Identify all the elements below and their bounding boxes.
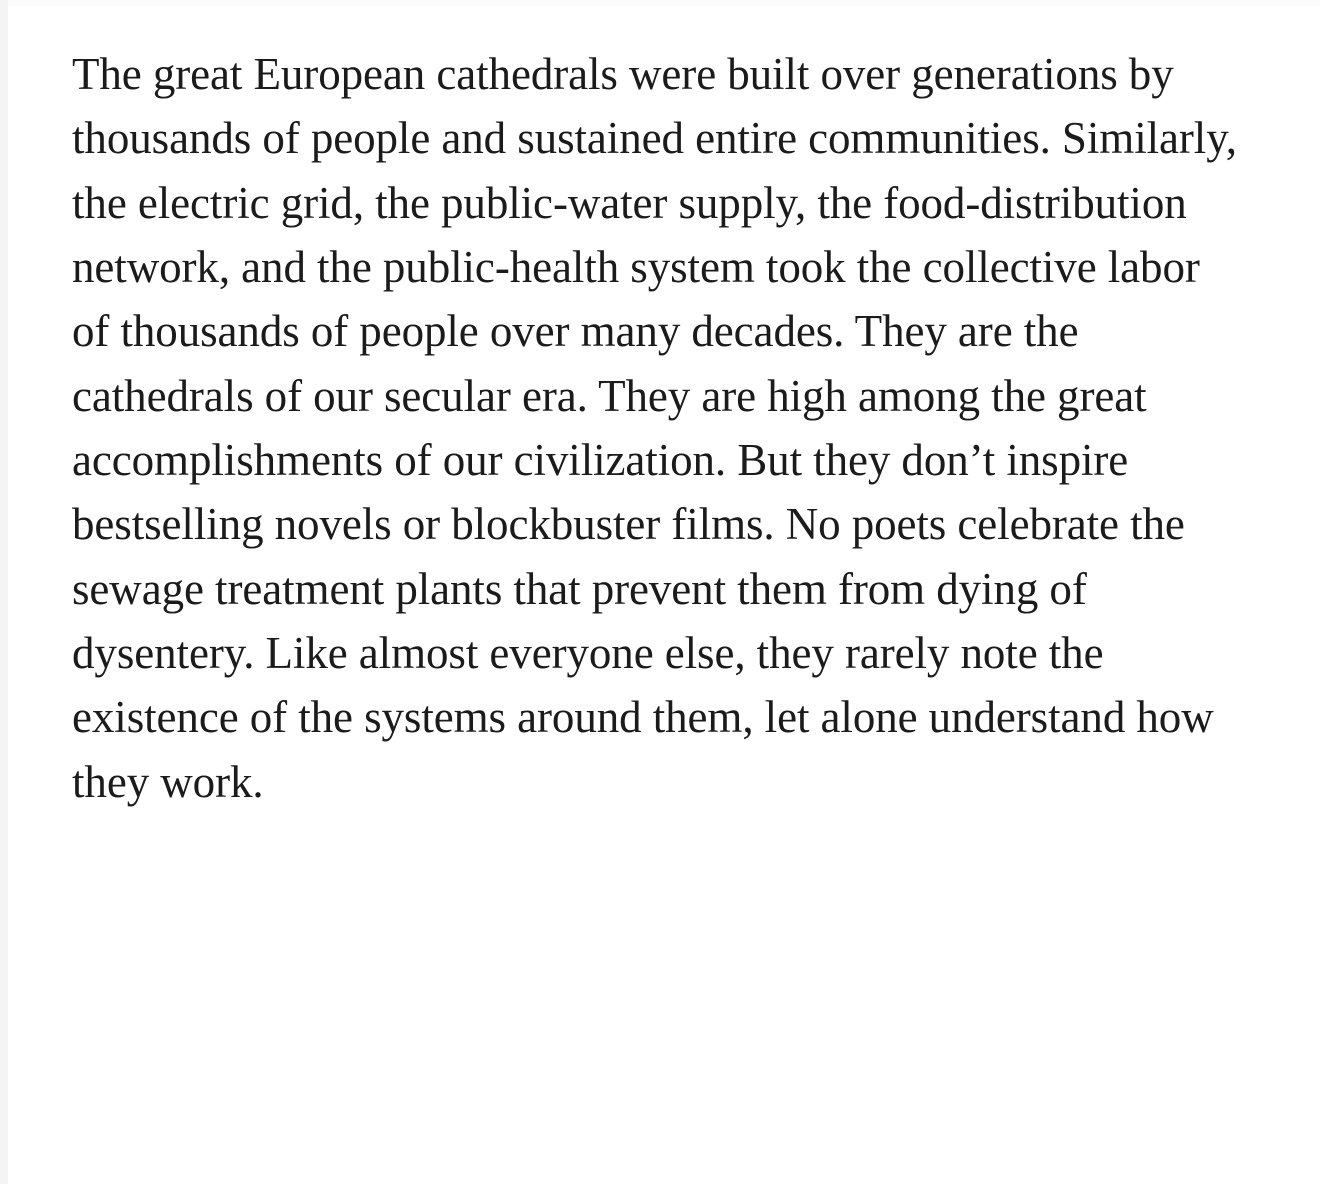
page-left-gutter [0,0,8,1184]
body-paragraph: The great European cathedrals were built over generations by thousands of people and sustained entire communities. Similarly, the electric grid, the public-water supply, the food-distribution network, and the public-health system took the collective labor of thousands of people over many decades. They are the cathedrals of our secular era. They are high among the great accomplishments of our civilization. But they don’t inspire bestselling novels or blockbuster films. No poets celebrate the sewage treatment plants that prevent them from dying of dysentery. Like almost everyone else, they rarely note the existence of the systems around them, let alone understand how they work. [72,49,1237,807]
page-top-edge [0,0,1320,6]
